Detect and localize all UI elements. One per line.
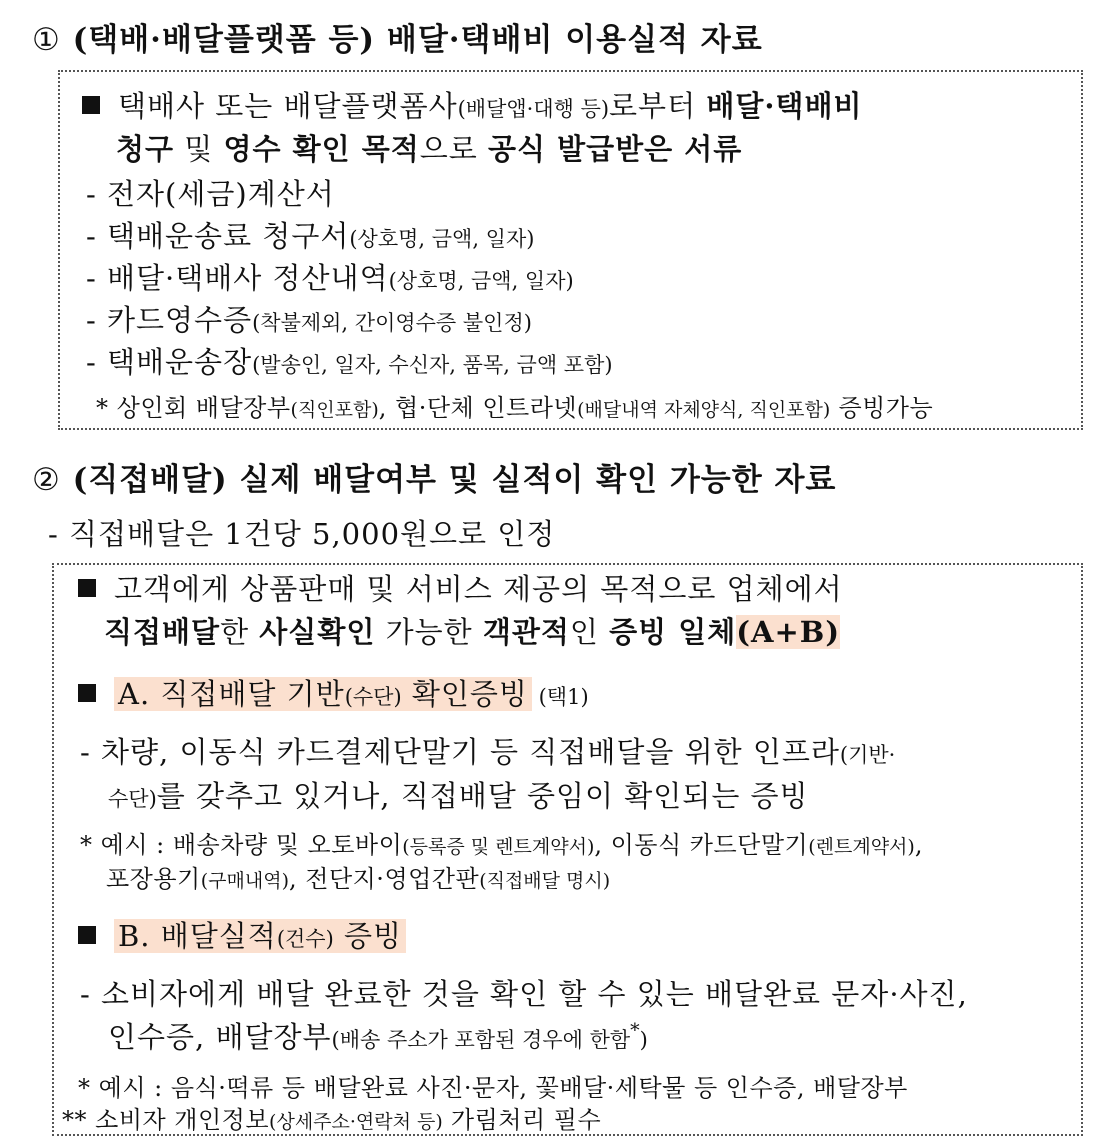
- note-sub: (렌트계약서): [808, 836, 915, 858]
- b-line1: - 소비자에게 배달 완료한 것을 확인 할 수 있는 배달완료 문자·사진,: [80, 977, 968, 1011]
- intro-sub: (배달앱·대행 등): [457, 97, 610, 121]
- note-sub: (상세주소·연락처 등): [269, 1111, 443, 1133]
- list-item: [86, 256, 574, 297]
- a-line-text: - 차량, 이동식 카드결제단말기 등 직접배달을 위한 인프라: [80, 735, 840, 769]
- intro-bold: 청구: [116, 132, 175, 166]
- list-item-main: - 카드영수증: [86, 303, 253, 337]
- intro-bold: 증빙 일체: [609, 615, 737, 649]
- a-line2: [108, 774, 809, 815]
- section1-title: (택배·배달플랫폼 등) 배달·택배비 이용실적 자료: [72, 22, 763, 58]
- intro-bold: 공식 발급받은 서류: [488, 132, 743, 166]
- section1-note: [96, 388, 933, 423]
- note-text: ** 소비자 개인정보: [62, 1106, 270, 1134]
- note-text: 증빙가능: [830, 394, 934, 422]
- square-bullet-icon: [78, 926, 96, 944]
- square-bullet-icon: [78, 579, 96, 597]
- a-title-text: A. 직접배달 기반: [118, 677, 345, 711]
- b-line-text: 인수증, 배달장부: [108, 1020, 332, 1054]
- intro-bold: 직접배달: [104, 615, 221, 649]
- b-line-sub: ): [639, 1028, 648, 1052]
- b-line-sub: (배송 주소가 포함된 경우에 한함: [331, 1028, 631, 1052]
- list-item-sub: (상호명, 금액, 일자): [388, 269, 574, 293]
- section1-intro-line1: [82, 84, 862, 125]
- note-sub: (직접배달 명시): [479, 870, 611, 892]
- intro-text: 한: [220, 615, 260, 649]
- intro-highlight: (A+B): [736, 615, 841, 649]
- section2-heading: [32, 454, 836, 499]
- section1-heading: [32, 14, 763, 59]
- note-sub: (직인포함): [290, 399, 379, 421]
- b-line2: [108, 1015, 648, 1056]
- note-text: ,: [914, 831, 923, 859]
- b-title-text: B. 배달실적: [118, 919, 277, 953]
- section1-intro-line2: [116, 127, 742, 168]
- list-item: [86, 298, 532, 339]
- note-sub: (배달내역 자체양식, 직인포함): [577, 399, 831, 421]
- list-item-sub: (발송인, 일자, 수신자, 품목, 금액 포함): [252, 353, 613, 377]
- a-line-sub: (기반·: [839, 743, 896, 767]
- square-bullet-icon: [78, 684, 96, 702]
- note-sub: (등록증 및 렌트계약서): [402, 836, 595, 858]
- intro-bold: 배달·택배비: [706, 89, 863, 123]
- intro-bold: 영수 확인 목적: [223, 132, 420, 166]
- section2-marker: ②: [32, 462, 61, 498]
- intro-text: 가능한: [375, 615, 483, 649]
- intro-text: 및: [174, 132, 224, 166]
- note-text: 포장용기: [106, 865, 201, 893]
- intro-text: 로부터: [609, 89, 707, 123]
- a-note1: [80, 825, 923, 860]
- list-item-main: - 배달·택배사 정산내역: [86, 261, 389, 295]
- section1-marker: ①: [32, 22, 61, 58]
- a-title-highlight: [114, 677, 532, 711]
- list-item: [86, 214, 534, 255]
- b-note2: [62, 1100, 601, 1135]
- a-title-sub: (수단): [344, 685, 402, 709]
- a-line1: [80, 730, 895, 771]
- b-title-sub: (건수): [276, 927, 334, 951]
- note-text: , 전단지·영업간판: [289, 865, 480, 893]
- section2-title: (직접배달) 실제 배달여부 및 실적이 확인 가능한 자료: [72, 462, 837, 498]
- a-title-text: 확인증빙: [401, 677, 528, 711]
- intro-bold: 사실확인: [259, 615, 376, 649]
- note-sub: (구매내역): [200, 870, 289, 892]
- intro-text: 인: [569, 615, 610, 649]
- note-text: , 이동식 카드단말기: [594, 831, 809, 859]
- section2-subline: - 직접배달은 1건당 5,000원으로 인정: [48, 517, 556, 551]
- footnote-mark: *: [630, 1019, 640, 1042]
- list-item-main: - 택배운송장: [86, 345, 253, 379]
- list-item-main: - 택배운송료 청구서: [86, 219, 350, 253]
- list-item: [86, 340, 613, 381]
- intro-bold: 객관적: [482, 615, 570, 649]
- b-title-text: 증빙: [333, 919, 403, 953]
- intro-text: 으로: [419, 132, 489, 166]
- note-text: 가림처리 필수: [442, 1106, 602, 1134]
- section2-intro-line2: [104, 610, 840, 651]
- intro-text: 택배사 또는 배달플랫폼사: [118, 89, 458, 123]
- b-title: [78, 914, 406, 955]
- note-text: * 예시 : 배송차량 및 오토바이: [80, 831, 403, 859]
- a-title: [78, 672, 589, 713]
- list-item: [86, 172, 335, 213]
- note-text: * 상인회 배달장부: [96, 394, 291, 422]
- b-note1: * 예시 : 음식·떡류 등 배달완료 사진·문자, 꽃배달·세탁물 등 인수증, 배달장부: [78, 1074, 908, 1102]
- list-item-sub: (상호명, 금액, 일자): [349, 227, 535, 251]
- intro-text: 고객에게 상품판매 및 서비스 제공의 목적으로 업체에서: [114, 572, 843, 606]
- a-line-text: 를 갖추고 있거나, 직접배달 중임이 확인되는 증빙: [156, 779, 809, 813]
- a-line-sub: 수단): [108, 787, 157, 811]
- note-text: , 협·단체 인트라넷: [378, 394, 578, 422]
- a-note2: [106, 859, 610, 894]
- list-item-main: - 전자(세금)계산서: [86, 177, 335, 211]
- a-title-choice: (택1): [531, 685, 589, 709]
- b-title-highlight: [114, 919, 406, 953]
- square-bullet-icon: [82, 96, 100, 114]
- section2-intro-line1: [78, 567, 843, 608]
- list-item-sub: (착불제외, 간이영수증 불인정): [252, 311, 532, 335]
